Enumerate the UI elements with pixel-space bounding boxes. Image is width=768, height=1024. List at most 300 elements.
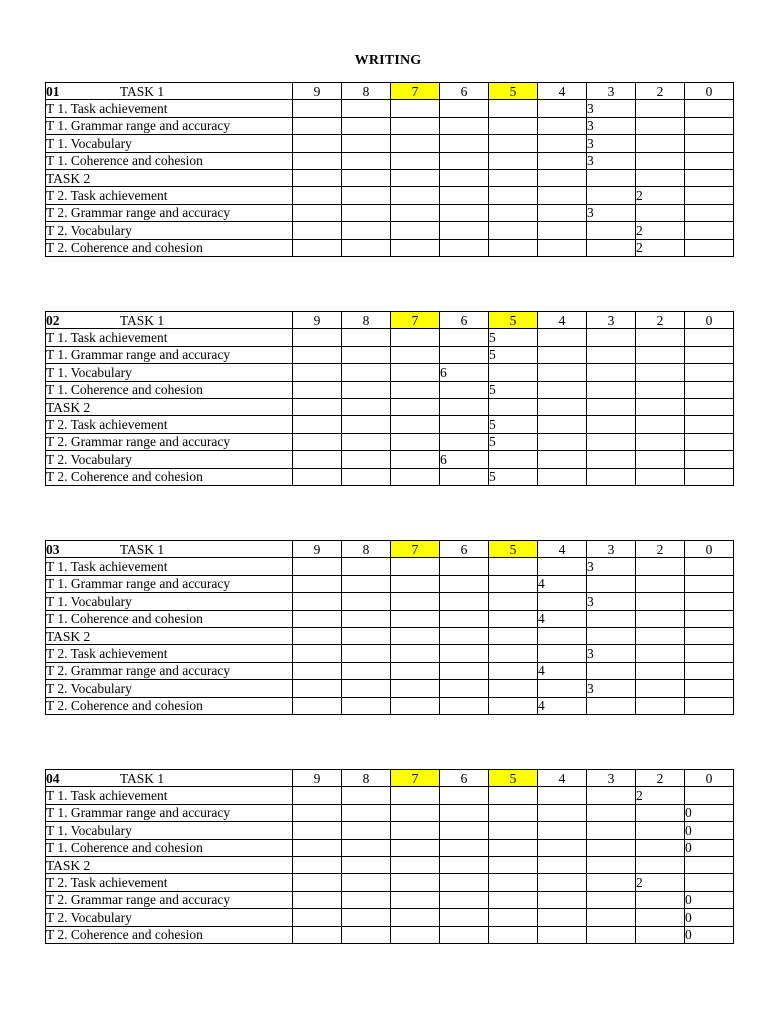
score-cell (293, 433, 342, 450)
score-cell (538, 416, 587, 433)
score-cell (293, 187, 342, 204)
score-cell (636, 346, 685, 363)
score-cell (342, 451, 391, 468)
score-cell (440, 204, 489, 221)
criterion-label: T 2. Grammar range and accuracy (46, 662, 293, 679)
score-cell (685, 697, 734, 714)
criterion-label: TASK 2 (46, 856, 293, 873)
score-cell (587, 187, 636, 204)
score-cell (587, 697, 636, 714)
table-header-label (46, 770, 293, 787)
score-cell (685, 558, 734, 575)
score-column-header: 2 (636, 541, 685, 558)
criterion-label: TASK 2 (46, 169, 293, 186)
score-cell (391, 364, 440, 381)
table-header-row (46, 312, 734, 329)
score-cell (293, 645, 342, 662)
score-column-header: 3 (587, 770, 636, 787)
score-cell (391, 187, 440, 204)
criterion-label: T 1. Grammar range and accuracy (46, 804, 293, 821)
task-heading: TASK 1 (119, 770, 165, 786)
criterion-label: T 1. Vocabulary (46, 135, 293, 152)
score-cell (391, 169, 440, 186)
score-cell (440, 381, 489, 398)
table-row (46, 135, 734, 152)
score-cell: 6 (440, 451, 489, 468)
score-cell (685, 627, 734, 644)
score-cell (538, 204, 587, 221)
score-cell (489, 152, 538, 169)
criterion-label: TASK 2 (46, 398, 293, 415)
table-row (46, 169, 734, 186)
score-cell (636, 680, 685, 697)
score-cell (685, 787, 734, 804)
score-cell (587, 364, 636, 381)
score-cell (391, 874, 440, 891)
score-cell (342, 926, 391, 943)
score-cell (489, 645, 538, 662)
score-cell (342, 610, 391, 627)
score-cell (342, 575, 391, 592)
score-cell (342, 662, 391, 679)
score-cell (587, 822, 636, 839)
score-cell: 3 (587, 645, 636, 662)
score-cell (489, 787, 538, 804)
score-cell (489, 558, 538, 575)
score-cell (587, 856, 636, 873)
score-cell (440, 909, 489, 926)
score-column-header: 9 (293, 541, 342, 558)
score-column-header: 4 (538, 770, 587, 787)
score-column-header: 4 (538, 312, 587, 329)
score-column-header: 5 (489, 83, 538, 100)
table-row (46, 416, 734, 433)
score-cell (685, 117, 734, 134)
score-cell (685, 204, 734, 221)
table-row (46, 451, 734, 468)
score-cell: 0 (685, 926, 734, 943)
score-cell (636, 926, 685, 943)
score-column-header: 6 (440, 83, 489, 100)
score-cell: 0 (685, 804, 734, 821)
score-cell (440, 627, 489, 644)
criterion-label: T 1. Vocabulary (46, 364, 293, 381)
score-cell (636, 364, 685, 381)
score-cell (685, 856, 734, 873)
score-cell (293, 680, 342, 697)
table-row (46, 610, 734, 627)
score-cell (391, 451, 440, 468)
score-cell (538, 468, 587, 485)
score-cell (587, 662, 636, 679)
score-cell (440, 117, 489, 134)
table-row (46, 575, 734, 592)
score-cell: 5 (489, 433, 538, 450)
score-cell (391, 433, 440, 450)
score-cell (538, 433, 587, 450)
score-cell (342, 329, 391, 346)
score-cell (342, 117, 391, 134)
score-cell (440, 558, 489, 575)
score-cell (391, 222, 440, 239)
score-cell (685, 416, 734, 433)
score-cell (342, 558, 391, 575)
criterion-label: T 1. Grammar range and accuracy (46, 346, 293, 363)
score-cell (587, 804, 636, 821)
score-cell (489, 100, 538, 117)
score-cell (440, 135, 489, 152)
score-cell (489, 926, 538, 943)
score-cell: 3 (587, 593, 636, 610)
score-cell (440, 329, 489, 346)
page-title: WRITING (354, 53, 422, 68)
score-cell (293, 100, 342, 117)
table-row (46, 239, 734, 256)
score-cell (685, 364, 734, 381)
score-cell (391, 117, 440, 134)
score-cell (391, 593, 440, 610)
score-cell (587, 468, 636, 485)
score-cell (293, 593, 342, 610)
score-cell (685, 100, 734, 117)
table-row (46, 468, 734, 485)
criterion-label: T 1. Task achievement (46, 329, 293, 346)
score-cell (587, 346, 636, 363)
score-cell (685, 187, 734, 204)
score-cell (489, 804, 538, 821)
score-cell (685, 645, 734, 662)
score-cell (391, 381, 440, 398)
score-cell (440, 416, 489, 433)
score-cell (293, 381, 342, 398)
score-cell (342, 169, 391, 186)
score-cell (293, 135, 342, 152)
score-cell (636, 839, 685, 856)
score-cell (538, 329, 587, 346)
score-cell: 5 (489, 381, 538, 398)
score-cell (636, 610, 685, 627)
score-cell (538, 558, 587, 575)
score-cell (440, 169, 489, 186)
criterion-label: T 2. Grammar range and accuracy (46, 204, 293, 221)
score-cell (538, 346, 587, 363)
score-cell (636, 468, 685, 485)
score-cell (636, 169, 685, 186)
score-column-header: 8 (342, 770, 391, 787)
score-cell (440, 222, 489, 239)
score-cell (685, 468, 734, 485)
score-cell (391, 891, 440, 908)
criterion-label: T 1. Coherence and cohesion (46, 839, 293, 856)
table-row (46, 697, 734, 714)
score-cell (587, 329, 636, 346)
criterion-label: T 2. Task achievement (46, 187, 293, 204)
score-cell (636, 909, 685, 926)
score-cell (293, 346, 342, 363)
score-column-header: 0 (685, 770, 734, 787)
score-cell (342, 239, 391, 256)
criterion-label: T 2. Coherence and cohesion (46, 239, 293, 256)
score-cell (391, 398, 440, 415)
table-row (46, 329, 734, 346)
score-cell (440, 822, 489, 839)
score-cell (587, 909, 636, 926)
score-cell (636, 804, 685, 821)
score-cell (489, 697, 538, 714)
score-cell (440, 645, 489, 662)
table-row (46, 117, 734, 134)
score-cell (636, 645, 685, 662)
score-cell (489, 610, 538, 627)
table-row (46, 152, 734, 169)
score-cell (391, 204, 440, 221)
score-cell (489, 451, 538, 468)
score-cell (538, 152, 587, 169)
score-cell (293, 662, 342, 679)
criterion-label: T 2. Vocabulary (46, 451, 293, 468)
score-cell: 4 (538, 575, 587, 592)
score-column-header: 2 (636, 770, 685, 787)
score-cell (636, 100, 685, 117)
score-cell (391, 416, 440, 433)
score-cell (489, 680, 538, 697)
score-cell (538, 627, 587, 644)
score-cell (342, 152, 391, 169)
score-cell (391, 787, 440, 804)
table-row (46, 204, 734, 221)
score-cell (293, 222, 342, 239)
score-cell (489, 187, 538, 204)
score-cell (636, 662, 685, 679)
score-cell (538, 926, 587, 943)
score-column-header: 4 (538, 541, 587, 558)
score-cell (489, 891, 538, 908)
score-cell (538, 680, 587, 697)
score-cell (391, 627, 440, 644)
score-cell (342, 364, 391, 381)
score-cell (440, 610, 489, 627)
score-cell (538, 398, 587, 415)
task-heading: TASK 1 (119, 312, 165, 328)
criterion-label: T 2. Task achievement (46, 874, 293, 891)
score-column-header: 3 (587, 541, 636, 558)
table-row (46, 856, 734, 873)
score-cell (440, 346, 489, 363)
score-cell (538, 874, 587, 891)
score-cell (538, 100, 587, 117)
score-cell (636, 451, 685, 468)
score-cell (440, 839, 489, 856)
score-column-header: 3 (587, 312, 636, 329)
criterion-label: T 2. Coherence and cohesion (46, 926, 293, 943)
table-row (46, 787, 734, 804)
score-cell (342, 909, 391, 926)
criterion-label: T 1. Coherence and cohesion (46, 152, 293, 169)
score-cell: 5 (489, 346, 538, 363)
score-cell (293, 117, 342, 134)
score-cell (636, 329, 685, 346)
table-row (46, 839, 734, 856)
score-cell: 2 (636, 187, 685, 204)
table-row (46, 804, 734, 821)
score-cell (293, 364, 342, 381)
score-column-header: 6 (440, 770, 489, 787)
score-cell (489, 364, 538, 381)
score-cell (342, 346, 391, 363)
score-table-01 (45, 82, 734, 257)
score-cell (587, 451, 636, 468)
score-cell (538, 804, 587, 821)
score-cell (489, 117, 538, 134)
score-cell (587, 891, 636, 908)
criterion-label: T 2. Coherence and cohesion (46, 697, 293, 714)
score-cell (538, 593, 587, 610)
criterion-label: T 2. Grammar range and accuracy (46, 433, 293, 450)
score-cell: 5 (489, 329, 538, 346)
score-cell (293, 398, 342, 415)
table-row (46, 627, 734, 644)
score-column-header: 7 (391, 83, 440, 100)
score-cell (489, 627, 538, 644)
score-cell (587, 381, 636, 398)
score-cell (587, 874, 636, 891)
score-cell (538, 187, 587, 204)
score-column-header: 0 (685, 312, 734, 329)
table-row (46, 433, 734, 450)
score-cell (391, 822, 440, 839)
score-cell (489, 169, 538, 186)
score-cell (538, 169, 587, 186)
score-cell (685, 575, 734, 592)
score-cell (342, 222, 391, 239)
score-cell (391, 239, 440, 256)
score-column-header: 9 (293, 83, 342, 100)
table-header-row (46, 83, 734, 100)
score-cell (391, 468, 440, 485)
score-cell (440, 100, 489, 117)
score-cell (391, 100, 440, 117)
score-cell (685, 222, 734, 239)
score-cell (489, 222, 538, 239)
score-cell (293, 804, 342, 821)
criterion-label: T 2. Task achievement (46, 645, 293, 662)
score-cell (489, 135, 538, 152)
score-cell (391, 575, 440, 592)
table-header-row (46, 770, 734, 787)
score-table-03 (45, 540, 734, 715)
score-cell (685, 680, 734, 697)
score-column-header: 5 (489, 312, 538, 329)
score-cell (391, 329, 440, 346)
criterion-label: T 1. Task achievement (46, 100, 293, 117)
score-cell: 2 (636, 874, 685, 891)
score-cell (636, 891, 685, 908)
score-column-header: 8 (342, 541, 391, 558)
score-cell (636, 856, 685, 873)
score-column-header: 6 (440, 541, 489, 558)
score-cell (489, 398, 538, 415)
criterion-label: TASK 2 (46, 627, 293, 644)
score-cell (440, 152, 489, 169)
score-cell (293, 416, 342, 433)
table-number: 04 (46, 770, 60, 786)
score-cell (342, 468, 391, 485)
score-cell: 0 (685, 839, 734, 856)
score-cell: 5 (489, 468, 538, 485)
table-row (46, 822, 734, 839)
score-cell: 2 (636, 239, 685, 256)
score-cell (636, 117, 685, 134)
score-cell (293, 926, 342, 943)
score-cell: 6 (440, 364, 489, 381)
table-row (46, 187, 734, 204)
score-cell (391, 135, 440, 152)
score-cell (342, 135, 391, 152)
score-cell (587, 169, 636, 186)
score-cell (489, 593, 538, 610)
score-cell (538, 135, 587, 152)
score-cell (342, 804, 391, 821)
score-cell (538, 822, 587, 839)
score-cell (636, 204, 685, 221)
score-cell (440, 680, 489, 697)
score-cell: 3 (587, 152, 636, 169)
criterion-label: T 1. Task achievement (46, 787, 293, 804)
score-cell (489, 239, 538, 256)
score-cell (440, 874, 489, 891)
table-row (46, 891, 734, 908)
criterion-label: T 2. Coherence and cohesion (46, 468, 293, 485)
score-cell (489, 909, 538, 926)
score-cell (636, 697, 685, 714)
score-cell (342, 680, 391, 697)
criterion-label: T 2. Vocabulary (46, 909, 293, 926)
score-cell (538, 239, 587, 256)
score-cell (391, 680, 440, 697)
score-cell (685, 874, 734, 891)
table-row (46, 381, 734, 398)
score-cell (489, 575, 538, 592)
score-cell (342, 416, 391, 433)
criterion-label: T 1. Vocabulary (46, 822, 293, 839)
score-cell: 4 (538, 662, 587, 679)
score-cell (293, 839, 342, 856)
score-cell (636, 575, 685, 592)
score-column-header: 2 (636, 312, 685, 329)
score-cell (293, 575, 342, 592)
score-cell (293, 169, 342, 186)
score-cell (489, 204, 538, 221)
score-cell (293, 787, 342, 804)
score-cell (587, 222, 636, 239)
score-cell (685, 381, 734, 398)
table-header-label (46, 312, 293, 329)
score-column-header: 5 (489, 770, 538, 787)
score-cell (636, 558, 685, 575)
score-cell (587, 575, 636, 592)
score-cell (342, 187, 391, 204)
table-header-label (46, 541, 293, 558)
score-cell (440, 187, 489, 204)
score-cell (391, 697, 440, 714)
score-cell (685, 398, 734, 415)
criterion-label: T 1. Vocabulary (46, 593, 293, 610)
score-cell (685, 152, 734, 169)
score-cell (685, 662, 734, 679)
score-column-header: 0 (685, 83, 734, 100)
score-cell (342, 381, 391, 398)
score-cell (538, 645, 587, 662)
